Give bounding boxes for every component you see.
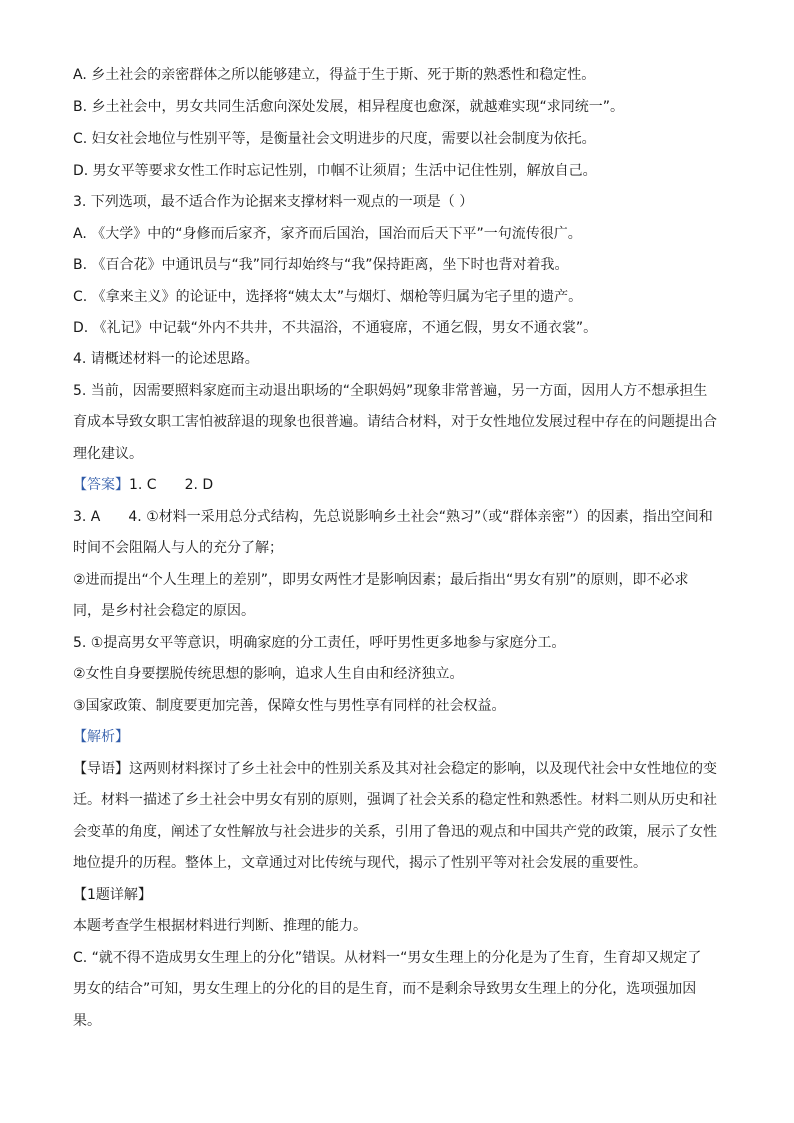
answer-4-line-4: 同，是乡村社会稳定的原因。 xyxy=(73,603,255,619)
answer-5-line-2: ②女性自身要摆脱传统思想的影响，追求人生自由和经济独立。 xyxy=(73,666,464,682)
answer-3-4-line xyxy=(73,508,713,526)
q4-stem: 4. 请概述材料一的论述思路。 xyxy=(73,351,259,367)
q2-option-b: B. 乡土社会中，男女共同生活愈向深处发展，相异程度也愈深，就越难实现“求同统一”。 xyxy=(73,99,625,115)
answer-tag: 【答案】 xyxy=(73,477,129,493)
q2-option-c: C. 妇女社会地位与性别平等，是衡量社会文明进步的尺度，需要以社会制度为依托。 xyxy=(73,131,596,147)
detail-line-4: 果。 xyxy=(73,1013,101,1029)
detail-line-3: 男女的结合”可知，男女生理上的分化的目的是生育，而不是剩余导致男女生理上的分化，选项强加因 xyxy=(73,981,697,997)
detail-line-1: 本题考查学生根据材料进行判断、推理的能力。 xyxy=(73,918,367,934)
q5-line-2: 育成本导致女职工害怕被辞退的现象也很普遍。请结合材料，对于女性地位发展过程中存在的问题提出合 xyxy=(73,414,717,430)
guide-line-3: 会变革的角度，阐述了女性解放与社会进步的关系，引用了鲁迅的观点和中国共产党的政策，展示了女性 xyxy=(73,824,717,840)
guide-line-1 xyxy=(73,760,717,778)
answer-3: 3. A xyxy=(73,509,101,525)
answer-5-line-3: ③国家政策、制度要更加完善，保障女性与男性享有同样的社会权益。 xyxy=(73,698,506,714)
guide-line-4: 地位提升的历程。整体上，文章通过对比传统与现代，揭示了性别平等对社会发展的重要性。 xyxy=(73,855,647,871)
answer-1: 1. C xyxy=(129,477,157,493)
q3-stem: 3. 下列选项，最不适合作为论据来支撑材料一观点的一项是（ ） xyxy=(73,194,474,210)
answer-5-line-1: 5. ①提高男女平等意识，明确家庭的分工责任，呼吁男性更多地参与家庭分工。 xyxy=(73,635,566,651)
detail-line-2: C. “就不得不造成男女生理上的分化”错误。从材料一“男女生理上的分化是为了生育，生育却又规定了 xyxy=(73,950,702,966)
q2-option-d: D. 男女平等要求女性工作时忘记性别，巾帼不让须眉；生活中记住性别，解放自己。 xyxy=(73,163,597,179)
answer-4-line-3: ②进而提出“个人生理上的差别”，即男女两性才是影响因素；最后指出“男女有别”的原则，即不必求 xyxy=(73,572,689,588)
guide-tag: 【导语】 xyxy=(73,761,129,777)
q2-option-a: A. 乡土社会的亲密群体之所以能够建立，得益于生于斯、死于斯的熟悉性和稳定性。 xyxy=(73,67,596,83)
guide-line-2: 迁。材料一描述了乡土社会中男女有别的原则，强调了社会关系的稳定性和熟悉性。材料二则从历史和社 xyxy=(73,792,717,808)
analysis-tag: 【解析】 xyxy=(73,729,129,745)
answer-4-line-2: 时间不会阻隔人与人的充分了解； xyxy=(73,540,283,556)
detail-tag: 【1题详解】 xyxy=(73,887,152,903)
q3-option-b: B. 《百合花》中通讯员与“我”同行却始终与“我”保持距离，坐下时也背对着我。 xyxy=(73,257,569,273)
q3-option-c: C. 《拿来主义》的论证中，选择将“姨太太”与烟灯、烟枪等归属为宅子里的遗产。 xyxy=(73,289,583,305)
q5-line-3: 理化建议。 xyxy=(73,446,143,462)
q3-option-d: D. 《礼记》中记载“外内不共井，不共湢浴，不通寝席，不通乞假，男女不通衣裳”。 xyxy=(73,320,598,336)
answer-2: 2. D xyxy=(184,477,214,493)
guide-text-1: 这两则材料探讨了乡土社会中的性别关系及其对社会稳定的影响，以及现代社会中女性地位的变 xyxy=(129,761,717,777)
q3-option-a: A. 《大学》中的“身修而后家齐，家齐而后国治，国治而后天下平”一句流传很广。 xyxy=(73,226,582,242)
answer-4-line-1: 4. ①材料一采用总分式结构，先总说影响乡土社会“熟习”（或“群体亲密”）的因素，指出空间和 xyxy=(128,509,713,525)
answer-line xyxy=(73,476,213,494)
q5-line-1: 5. 当前，因需要照料家庭而主动退出职场的“全职妈妈”现象非常普遍，另一方面，因用人方不想承担生 xyxy=(73,383,708,399)
